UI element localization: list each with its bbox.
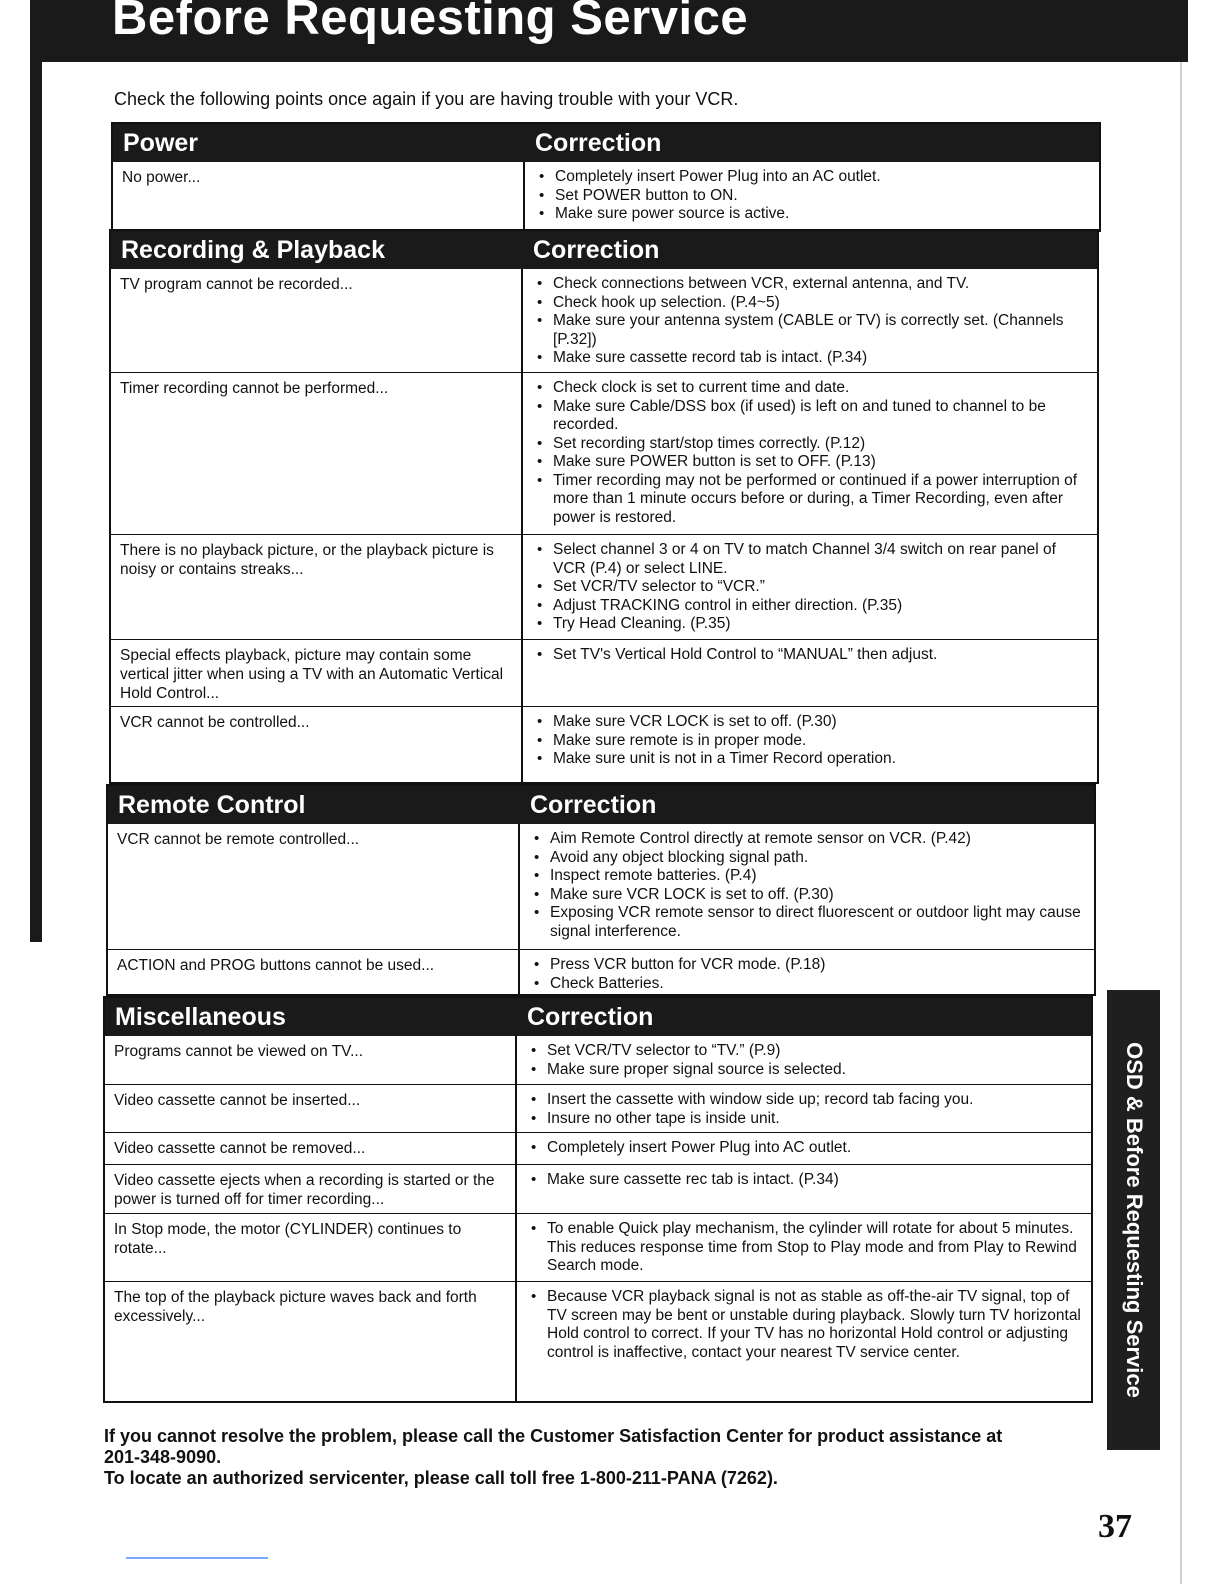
table-row [111,534,1097,639]
problem-cell: In Stop mode, the motor (CYLINDER) continues to rotate... [105,1214,517,1281]
correction-cell [517,1085,1091,1132]
correction-list [531,275,1089,368]
section-header [105,998,1091,1036]
correction-cell [517,1282,1091,1401]
problem-cell: The top of the playback picture waves back and forth excessively... [105,1282,517,1401]
table-row [105,1084,1091,1132]
correction-item: • Set TV's Vertical Hold Control to “MANUAL” then adjust. [531,646,1089,665]
section-rows [108,824,1094,996]
correction-cell [517,1214,1091,1281]
chapter-side-tab [1107,990,1160,1450]
section-power [111,122,1101,232]
correction-list [525,1220,1083,1276]
correction-item: • Timer recording may not be performed or continued if a power interruption of more than 1 minute occurs before or during, a Timer Recording, even after power is restored. [531,472,1089,528]
decorative-rule [126,1557,268,1559]
correction-item: • Press VCR button for VCR mode. (P.18) [528,956,1086,975]
correction-cell [517,1036,1091,1084]
correction-item: • To enable Quick play mechanism, the cylinder will rotate for about 5 minutes. This reduces response time from Stop to Play mode and from Play to Rewind Search mode. [525,1220,1083,1276]
section-header [108,786,1094,824]
correction-cell [525,162,1099,230]
support-contact-text: If you cannot resolve the problem, please call the Customer Satisfaction Center for product assistance at 201-348-9090. [104,1426,1003,1467]
table-row [108,949,1094,996]
correction-list [525,1288,1083,1362]
correction-cell [520,950,1094,996]
page-header [30,0,1188,62]
table-row [111,706,1097,782]
correction-heading: Correction [527,1002,654,1031]
header-edge-strip [30,62,42,942]
section-rows [113,162,1099,230]
correction-cell [517,1133,1091,1164]
section-rows [111,269,1097,782]
problem-cell: ACTION and PROG buttons cannot be used... [108,950,520,996]
correction-item: • Completely insert Power Plug into an AC outlet. [533,168,1091,187]
correction-item: • Set VCR/TV selector to “TV.” (P.9) [525,1042,1083,1061]
correction-item: • Make sure VCR LOCK is set to off. (P.30) [528,886,1086,905]
correction-heading: Correction [530,790,657,819]
problem-cell: There is no playback picture, or the playback picture is noisy or contains streaks... [111,535,523,639]
correction-item: • Make sure Cable/DSS box (if used) is left on and tuned to channel to be recorded. [531,398,1089,435]
section-header [111,231,1097,269]
problem-cell: Video cassette cannot be removed... [105,1133,517,1164]
problem-cell: Video cassette cannot be inserted... [105,1085,517,1132]
section-heading: Recording & Playback [121,235,385,264]
page-number: 37 [1098,1508,1132,1545]
correction-list [525,1042,1083,1079]
correction-item: • Avoid any object blocking signal path. [528,849,1086,868]
section-miscellaneous [103,996,1093,1403]
correction-item: • Exposing VCR remote sensor to direct fluorescent or outdoor light may cause signal interference. [528,904,1086,941]
table-row [105,1281,1091,1401]
problem-cell: VCR cannot be remote controlled... [108,824,520,949]
correction-cell [517,1165,1091,1213]
page-edge-rule [1180,62,1182,1584]
correction-item: • Make sure unit is not in a Timer Record operation. [531,750,1089,769]
problem-cell: Video cassette ejects when a recording is started or the power is turned off for timer recording... [105,1165,517,1213]
correction-list [531,379,1089,527]
correction-item: • Inspect remote batteries. (P.4) [528,867,1086,886]
correction-heading: Correction [535,128,662,157]
correction-item: • Aim Remote Control directly at remote sensor on VCR. (P.42) [528,830,1086,849]
table-row [108,824,1094,949]
page-title: Before Requesting Service [112,0,749,45]
section-heading: Power [123,128,199,157]
side-tab-label: OSD & Before Requesting Service [1121,1042,1147,1398]
problem-cell: Special effects playback, picture may contain some vertical jitter when using a TV with an Automatic Vertical Hold Control... [111,640,523,706]
problem-cell: VCR cannot be controlled... [111,707,523,782]
section-heading: Miscellaneous [115,1002,286,1031]
support-footer [104,1426,1004,1489]
correction-cell [523,373,1097,534]
table-row [111,372,1097,534]
correction-item: • Insert the cassette with window side up; record tab facing you. [525,1091,1083,1110]
correction-cell [523,640,1097,706]
section-recording-playback [109,229,1099,784]
correction-list [525,1139,1083,1158]
section-header [113,124,1099,162]
correction-item: • Try Head Cleaning. (P.35) [531,615,1089,634]
table-row [105,1164,1091,1213]
correction-item: • Check Batteries. [528,975,1086,994]
correction-list [528,956,1086,993]
correction-cell [523,269,1097,372]
correction-item: • Make sure proper signal source is selected. [525,1061,1083,1080]
correction-list [525,1171,1083,1190]
correction-list [531,646,1089,665]
correction-item: • Set recording start/stop times correctly. (P.12) [531,435,1089,454]
correction-list [528,830,1086,941]
correction-item: • Check hook up selection. (P.4~5) [531,294,1089,313]
correction-cell [523,707,1097,782]
table-row [113,162,1099,230]
correction-item: • Because VCR playback signal is not as stable as off-the-air TV signal, top of TV screen may be bent or unstable during playback. Slowly turn TV horizontal Hold control to correct. If your TV has no horizontal Hold control or adjusting control is inaffective, contact your nearest TV service center. [525,1288,1083,1362]
correction-list [531,713,1089,769]
correction-heading: Correction [533,235,660,264]
correction-item: • Completely insert Power Plug into AC outlet. [525,1139,1083,1158]
table-row [105,1132,1091,1164]
correction-item: • Make sure power source is active. [533,205,1091,224]
correction-item: • Make sure cassette record tab is intact. (P.34) [531,349,1089,368]
intro-text: Check the following points once again if you are having trouble with your VCR. [114,89,739,109]
problem-cell: Programs cannot be viewed on TV... [105,1036,517,1084]
problem-cell: TV program cannot be recorded... [111,269,523,372]
correction-item: • Make sure cassette rec tab is intact. (P.34) [525,1171,1083,1190]
correction-cell [520,824,1094,949]
problem-cell: Timer recording cannot be performed... [111,373,523,534]
correction-item: • Set VCR/TV selector to “VCR.” [531,578,1089,597]
table-row [111,639,1097,706]
table-row [105,1036,1091,1084]
problem-cell: No power... [113,162,525,230]
correction-list [533,168,1091,224]
section-remote-control [106,784,1096,996]
table-row [105,1213,1091,1281]
correction-item: • Check clock is set to current time and date. [531,379,1089,398]
servicenter-contact-text: To locate an authorized servicenter, please call toll free 1-800-211-PANA (7262). [104,1468,778,1488]
correction-item: • Check connections between VCR, external antenna, and TV. [531,275,1089,294]
correction-list [525,1091,1083,1128]
correction-cell [523,535,1097,639]
table-row [111,269,1097,372]
correction-item: • Select channel 3 or 4 on TV to match Channel 3/4 switch on rear panel of VCR (P.4) or select LINE. [531,541,1089,578]
section-heading: Remote Control [118,790,306,819]
correction-item: • Adjust TRACKING control in either direction. (P.35) [531,597,1089,616]
correction-item: • Make sure POWER button is set to OFF. (P.13) [531,453,1089,472]
correction-item: • Set POWER button to ON. [533,187,1091,206]
correction-list [531,541,1089,634]
section-rows [105,1036,1091,1401]
correction-item: • Insure no other tape is inside unit. [525,1110,1083,1129]
correction-item: • Make sure your antenna system (CABLE or TV) is correctly set. (Channels [P.32]) [531,312,1089,349]
correction-item: • Make sure VCR LOCK is set to off. (P.30) [531,713,1089,732]
correction-item: • Make sure remote is in proper mode. [531,732,1089,751]
